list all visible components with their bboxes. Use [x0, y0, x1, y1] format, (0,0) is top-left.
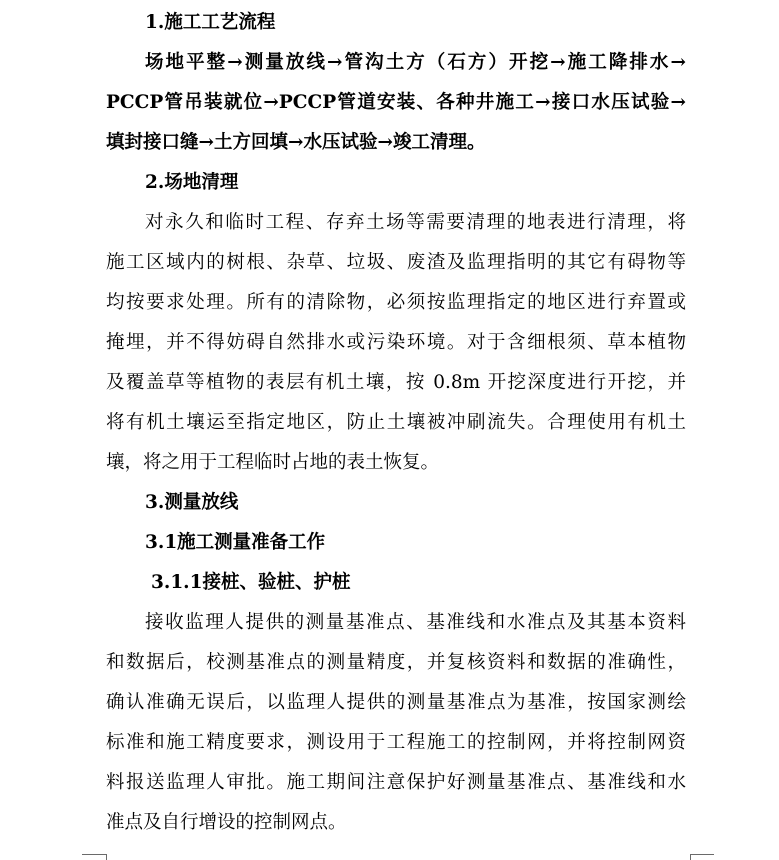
- section-3-1-heading: 3.1施工测量准备工作: [145, 532, 326, 553]
- s2-line-3: 均按要求处理。所有的清除物，必须按监理指定的地区进行弃置或: [106, 292, 686, 313]
- s2-line-2: 施工区域内的树根、杂草、垃圾、废渣及监理指明的其它有碍物等: [106, 252, 686, 273]
- s2-line-6: 将有机土壤运至指定地区，防止土壤被冲刷流失。合理使用有机土: [106, 412, 686, 433]
- left-margin-mark: [82, 854, 106, 855]
- section-3-1-1-heading: 3.1.1接桩、验桩、护桩: [151, 572, 351, 593]
- section-1-heading: 1.施工工艺流程: [145, 12, 276, 33]
- s311-line-4: 标准和施工精度要求，测设用于工程施工的控制网，并将控制网资: [106, 732, 686, 753]
- s311-line-1: 接收监理人提供的测量基准点、基准线和水准点及其基本资料: [145, 612, 686, 633]
- section-2-heading: 2.场地清理: [145, 172, 239, 193]
- s311-line-3: 确认准确无误后，以监理人提供的测量基准点为基准，按国家测绘: [106, 692, 686, 713]
- right-margin-mark: [690, 854, 714, 855]
- flow-line-3: 填封接口缝→土方回填→水压试验→竣工清理。: [106, 132, 486, 153]
- right-margin-mark-vertical: [690, 854, 691, 860]
- s311-line-5: 料报送监理人审批。施工期间注意保护好测量基准点、基准线和水: [106, 772, 686, 793]
- flow-line-2: PCCP管吊装就位→PCCP管道安装、各种井施工→接口水压试验→: [106, 92, 686, 113]
- left-margin-mark-vertical: [106, 854, 107, 860]
- section-3-heading: 3.测量放线: [145, 492, 239, 513]
- s2-line-7: 壤，将之用于工程临时占地的表土恢复。: [106, 452, 440, 473]
- s2-line-4: 掩埋，并不得妨碍自然排水或污染环境。对于含细根须、草本植物: [106, 332, 686, 353]
- flow-line-1: 场地平整→测量放线→管沟土方（石方）开挖→施工降排水→: [145, 52, 686, 73]
- s311-line-6: 准点及自行增设的控制网点。: [106, 812, 347, 833]
- s311-line-2: 和数据后，校测基准点的测量精度，并复核资料和数据的准确性，: [106, 652, 686, 673]
- s2-line-1: 对永久和临时工程、存弃土场等需要清理的地表进行清理，将: [145, 212, 686, 233]
- s2-line-5: 及覆盖草等植物的表层有机土壤，按 0.8m 开挖深度进行开挖，并: [106, 372, 686, 393]
